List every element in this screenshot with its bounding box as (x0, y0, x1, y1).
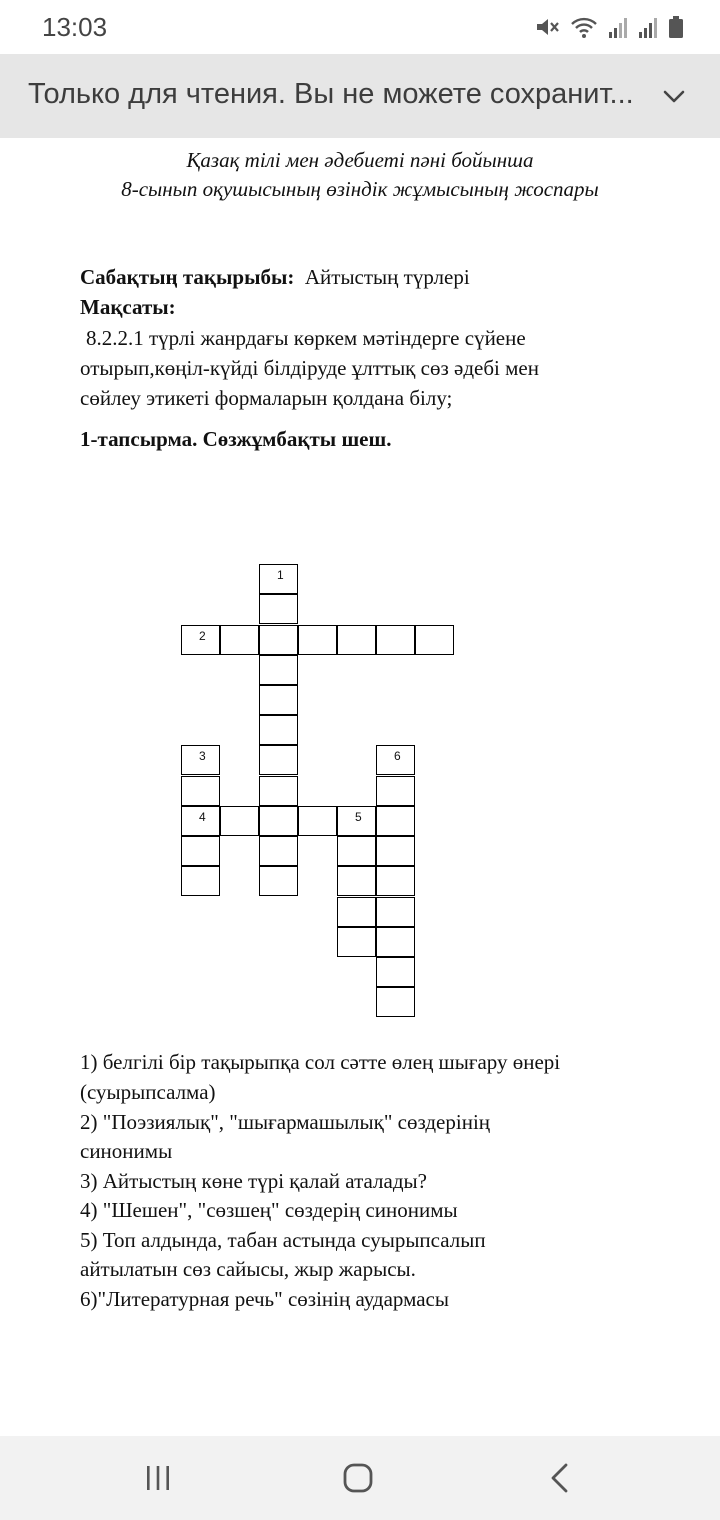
crossword-cell (337, 927, 376, 957)
clue-line: (суырыпсалма) (80, 1080, 216, 1104)
crossword-cell (376, 776, 415, 806)
status-icons (534, 14, 684, 40)
crossword-cell (259, 625, 298, 655)
lesson-topic (80, 262, 470, 292)
back-icon[interactable] (540, 1458, 580, 1498)
crossword-cell (259, 564, 298, 594)
mute-icon (534, 15, 560, 39)
recent-apps-icon[interactable] (138, 1458, 178, 1498)
status-time: 13:03 (42, 12, 108, 42)
chevron-down-icon[interactable] (658, 80, 690, 112)
crossword-cell (259, 655, 298, 685)
battery-icon (668, 15, 684, 39)
goal-line-1: 8.2.2.1 түрлі жанрдағы көркем мәтіндерге сүйене (86, 326, 526, 350)
clue-number-2: 2 (199, 629, 206, 643)
crossword-cell (376, 927, 415, 957)
clue-line: 5) Топ алдында, табан астында суырыпсалып (80, 1228, 486, 1252)
read-only-message: Только для чтения. Вы не можете сохранит... (28, 78, 634, 110)
read-only-banner[interactable] (0, 54, 720, 138)
crossword-cell (259, 685, 298, 715)
goal-label: Мақсаты: (80, 295, 176, 319)
topic-label: Сабақтың тақырыбы: (80, 265, 295, 289)
crossword-cell (376, 625, 415, 655)
crossword-cell (181, 866, 220, 896)
clue-number-5: 5 (355, 810, 362, 824)
clue-line: синонимы (80, 1139, 173, 1163)
crossword-cell (259, 836, 298, 866)
status-bar (0, 0, 720, 54)
crossword-cell (220, 806, 259, 836)
topic-value: Айтыстың түрлері (304, 265, 470, 289)
crossword-cell (376, 957, 415, 987)
crossword-cell (376, 897, 415, 927)
crossword-cell (376, 987, 415, 1017)
crossword-cell (259, 776, 298, 806)
crossword-cell (376, 866, 415, 896)
crossword-cell (298, 625, 337, 655)
crossword-cell (337, 897, 376, 927)
crossword-cell (259, 715, 298, 745)
crossword-cell (376, 836, 415, 866)
goal-line-2: отырып,көңіл-күйді білдіруде ұлттық сөз әдебі мен (80, 356, 539, 380)
clue-line: айтылатын сөз сайысы, жыр жарысы. (80, 1257, 416, 1281)
crossword-cell (181, 745, 220, 775)
document-heading-line-2: 8-сынып оқушысының өзіндік жұмысының жоспары (121, 177, 599, 201)
clue-line: 4) "Шешен", "сөзшең" сөздерің синонимы (80, 1198, 458, 1222)
crossword-cell (181, 625, 220, 655)
document-heading-line-1: Қазақ тілі мен әдебиеті пәні бойынша (186, 148, 534, 172)
crossword-cell (337, 806, 376, 836)
clue-line: 1) белгілі бір тақырыпқа сол сәтте өлең шығару өнері (80, 1050, 561, 1074)
clue-line: 6)"Литературная речь" сөзінің аудармасы (80, 1287, 449, 1311)
crossword-cell (181, 836, 220, 866)
crossword-cell (415, 625, 454, 655)
crossword-cell (259, 594, 298, 624)
crossword-cell (181, 776, 220, 806)
crossword-cell (259, 866, 298, 896)
clue-line: 3) Айтыстың көне түрі қалай аталады? (80, 1169, 427, 1193)
goal-line-3: сөйлеу этикеті формаларын қолдана білу; (80, 386, 453, 410)
clue-number-1: 1 (277, 568, 284, 582)
clue-number-3: 3 (199, 749, 206, 763)
crossword-cell (259, 745, 298, 775)
clue-number-4: 4 (199, 810, 206, 824)
signal-icon (638, 15, 658, 39)
signal-icon (608, 15, 628, 39)
clue-number-6: 6 (394, 749, 401, 763)
crossword-cell (376, 806, 415, 836)
navigation-bar (0, 1436, 720, 1520)
home-icon[interactable] (338, 1458, 378, 1498)
task-title: 1-тапсырма. Сөзжұмбақты шеш. (80, 427, 392, 451)
crossword-cell (376, 745, 415, 775)
crossword-cell (337, 836, 376, 866)
crossword-cell (337, 625, 376, 655)
crossword-cell (337, 866, 376, 896)
wifi-icon (570, 15, 598, 39)
clue-line: 2) "Поэзиялық", "шығармашылық" сөздерінің (80, 1110, 491, 1134)
crossword-cell (220, 625, 259, 655)
crossword-cell (259, 806, 298, 836)
crossword-cell (298, 806, 337, 836)
crossword-cell (181, 806, 220, 836)
